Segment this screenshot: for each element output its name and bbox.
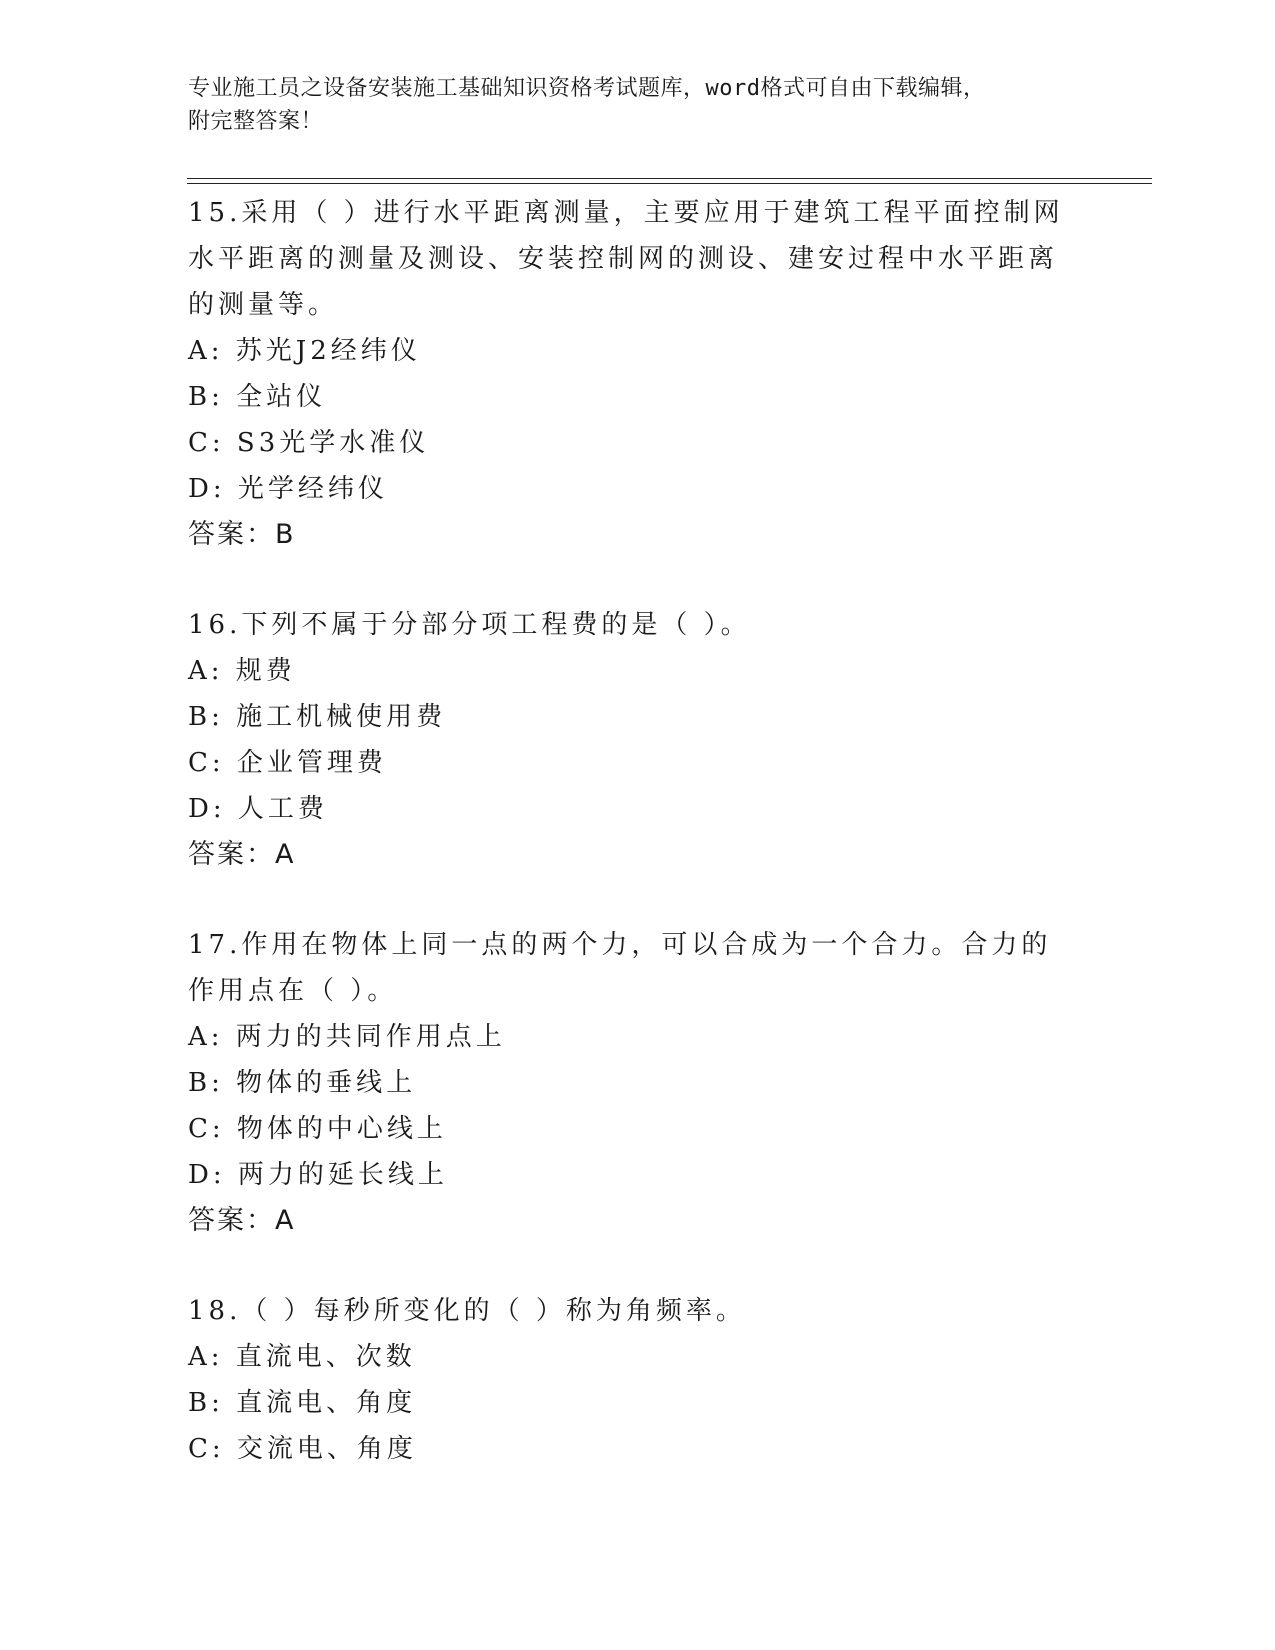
question-18 [188, 1288, 1108, 1472]
option-a: A: 苏光J2经纬仪 [188, 336, 421, 366]
answer-line: 答案：A [188, 1205, 296, 1236]
question-stem: 17.作用在物体上同一点的两个力，可以合成为一个合力。合力的作用点在（ ）。 [188, 930, 1052, 1006]
header-line-2: 附完整答案！ [188, 109, 324, 134]
option-c: C: 交流电、角度 [188, 1434, 417, 1464]
option-a: A: 两力的共同作用点上 [188, 1022, 506, 1052]
option-b: B: 施工机械使用费 [188, 702, 447, 732]
question-stem: 15.采用（ ）进行水平距离测量，主要应用于建筑工程平面控制网水平距离的测量及测设、安装控制网的测设、建安过程中水平距离的测量等。 [188, 198, 1064, 320]
page-header [188, 72, 1088, 138]
header-divider-bottom [187, 183, 1152, 184]
answer-line: 答案：B [188, 519, 296, 550]
option-c: C: 企业管理费 [188, 748, 387, 778]
question-stem: 18.（ ）每秒所变化的（ ）称为角频率。 [188, 1296, 746, 1326]
question-16 [188, 602, 1108, 878]
option-b: B: 直流电、角度 [188, 1388, 417, 1418]
option-d: D: 光学经纬仪 [188, 474, 388, 504]
question-15 [188, 190, 1108, 558]
header-line-1: 专业施工员之设备安装施工基础知识资格考试题库，word格式可自由下载编辑， [188, 76, 986, 101]
answer-line: 答案：A [188, 839, 296, 870]
option-d: D: 人工费 [188, 794, 328, 824]
option-c: C: 物体的中心线上 [188, 1114, 447, 1144]
question-list [188, 190, 1108, 1516]
option-b: B: 全站仪 [188, 382, 327, 412]
option-b: B: 物体的垂线上 [188, 1068, 417, 1098]
option-a: A: 规费 [188, 656, 296, 686]
option-c: C: S3光学水准仪 [188, 428, 430, 458]
header-divider-top [187, 178, 1152, 179]
option-a: A: 直流电、次数 [188, 1342, 416, 1372]
question-stem: 16.下列不属于分部分项工程费的是（ ）。 [188, 610, 751, 640]
question-17 [188, 922, 1108, 1244]
option-d: D: 两力的延长线上 [188, 1160, 448, 1190]
